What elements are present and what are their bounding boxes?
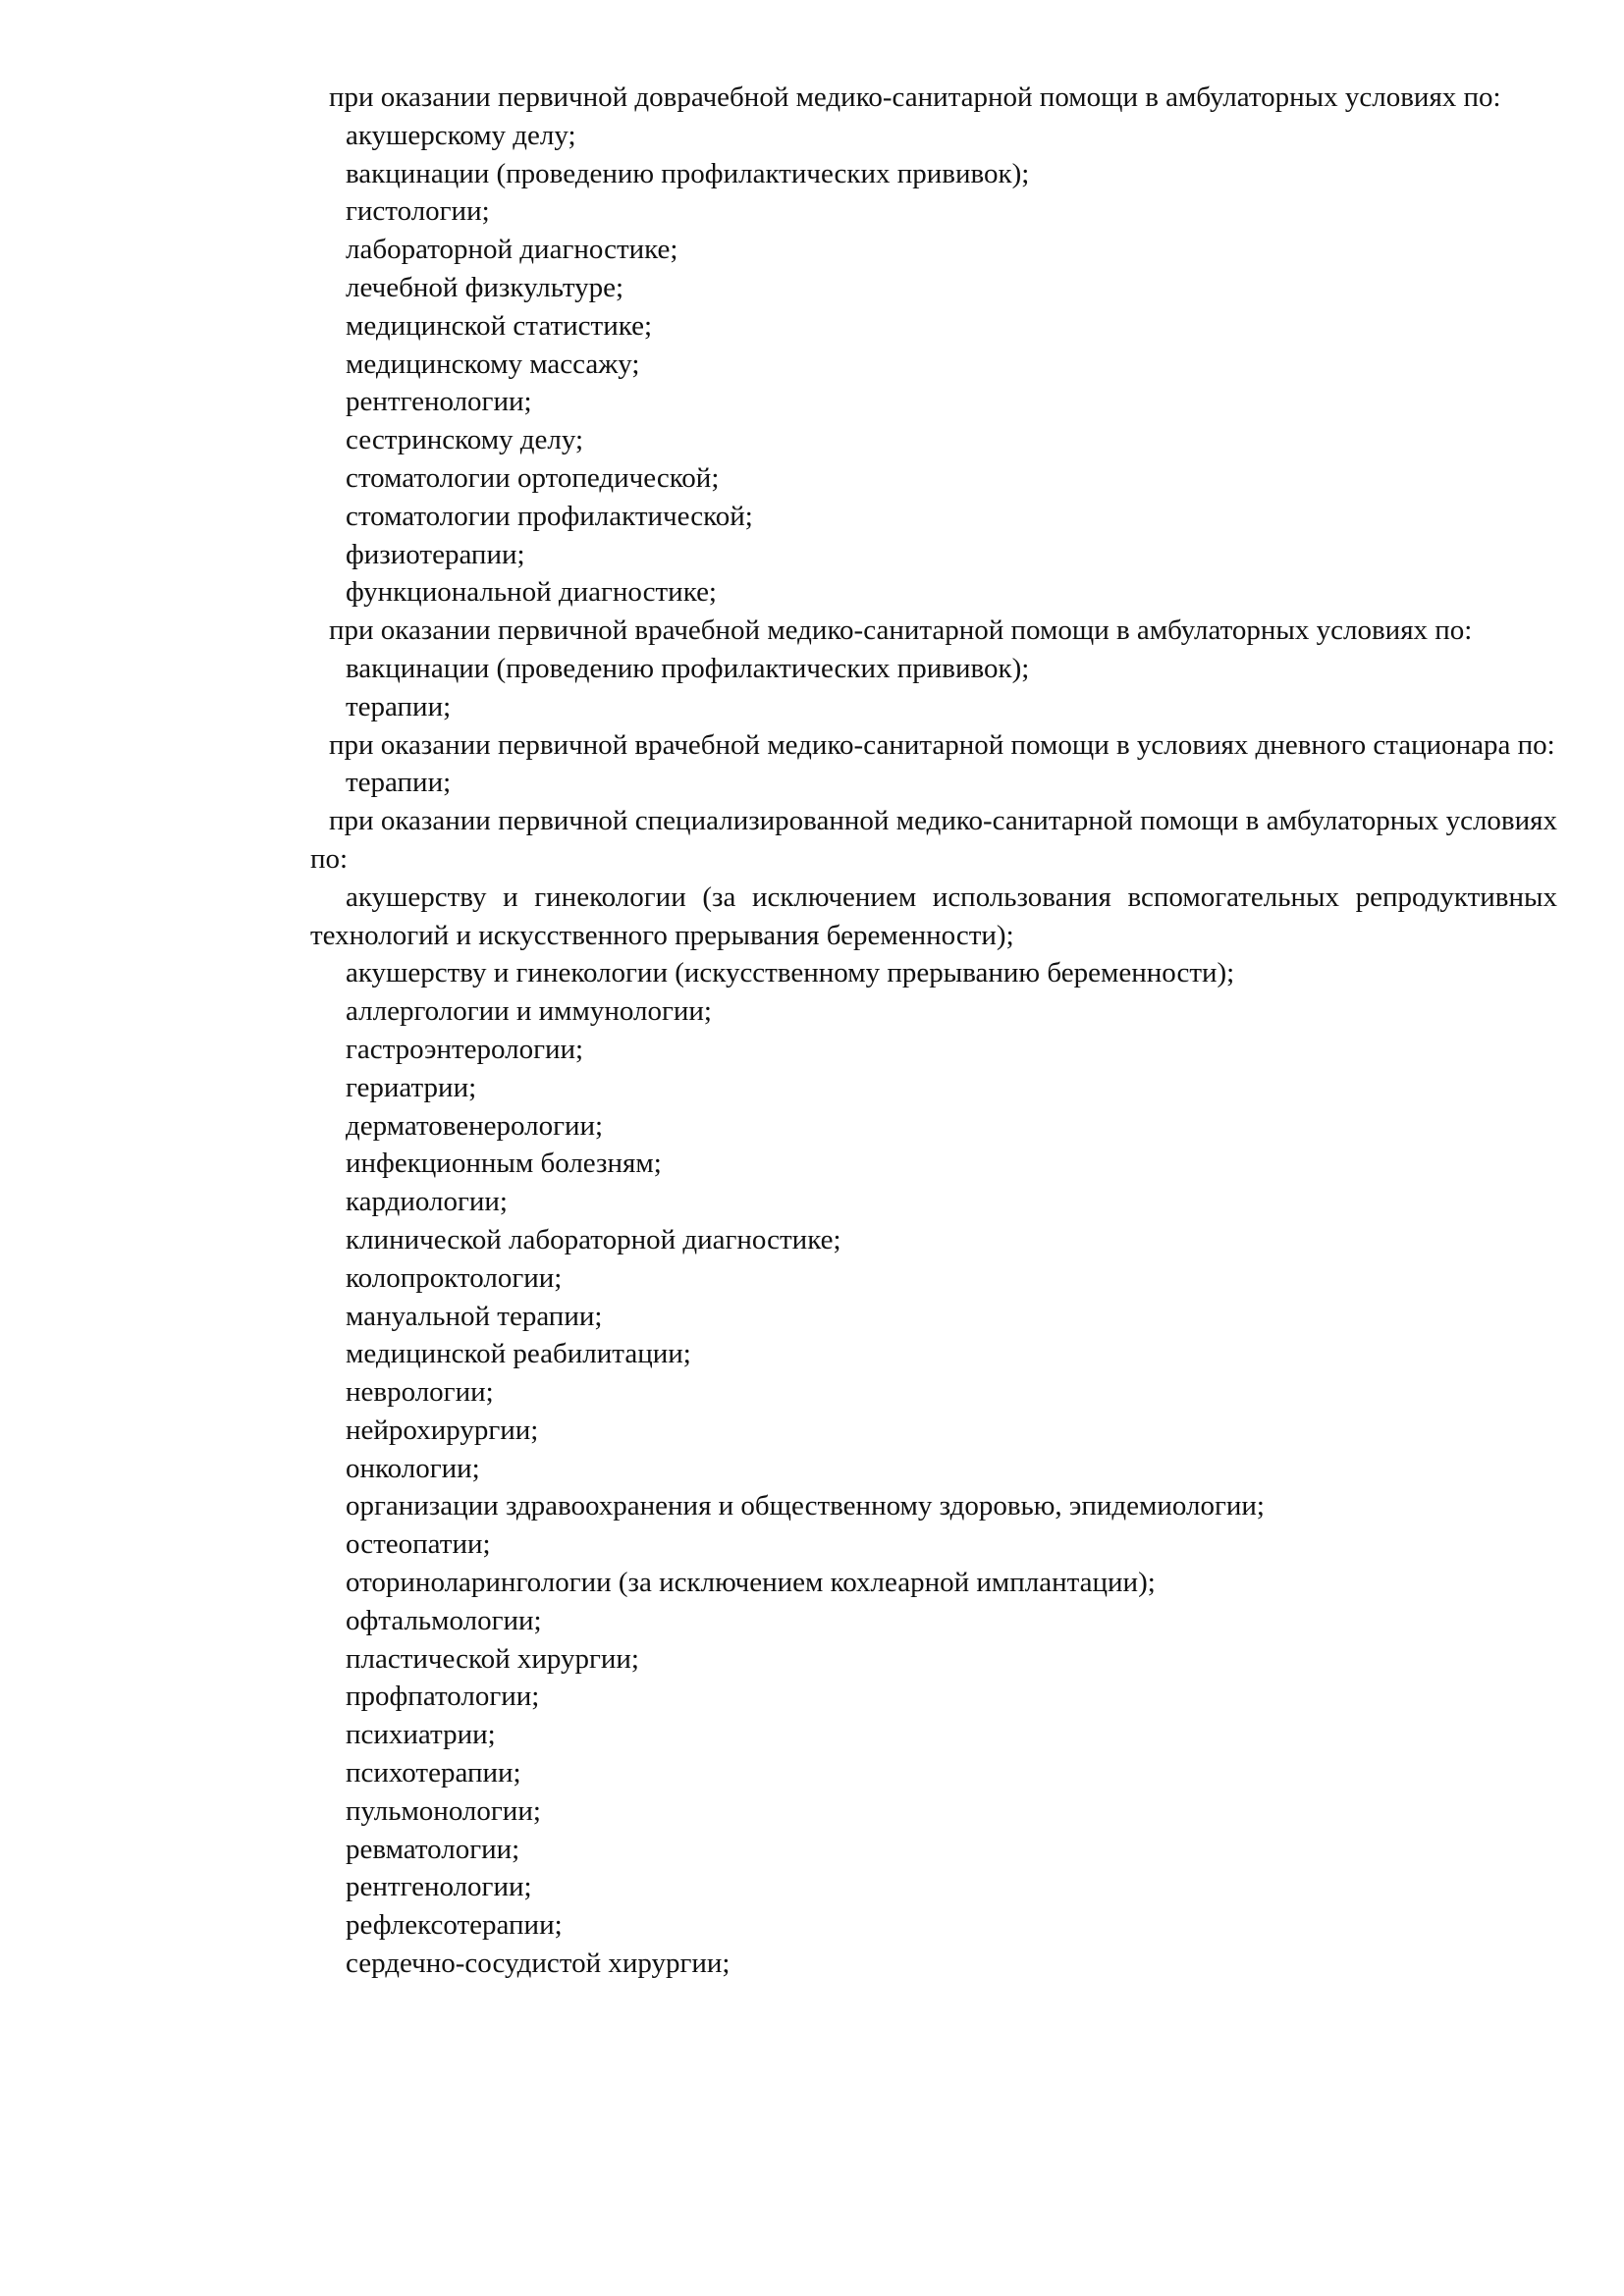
section-heading: при оказании первичной специализированной медико-санитарной помощи в амбулаторных условиях по: <box>310 805 1557 875</box>
list-item: дерматовенерологии; <box>346 1109 604 1142</box>
list-item: стоматологии профилактической; <box>346 500 753 532</box>
section-heading: при оказании первичной врачебной медико-санитарной помощи в амбулаторных условиях по: <box>329 614 1473 647</box>
list-item: рентгенологии; <box>346 1871 532 1903</box>
list-item: стоматологии ортопедической; <box>346 461 720 494</box>
list-item: лечебной физкультуре; <box>346 271 624 303</box>
list-item: пульмонологии; <box>346 1794 541 1827</box>
list-item: ревматологии; <box>346 1833 520 1865</box>
list-item: психотерапии; <box>346 1757 521 1789</box>
list-item: оториноларингологии (за исключением кохлеарной имплантации); <box>346 1567 1156 1599</box>
list-item: профпатологии; <box>346 1681 540 1713</box>
list-item: вакцинации (проведению профилактических прививок); <box>346 652 1030 684</box>
list-item: лабораторной диагностике; <box>346 234 678 266</box>
list-item: рефлексотерапии; <box>346 1909 563 1942</box>
list-item: пластической хирургии; <box>346 1642 639 1675</box>
list-item: гериатрии; <box>346 1071 477 1103</box>
list-item: кардиологии; <box>346 1186 508 1218</box>
list-item: терапии; <box>346 767 452 799</box>
list-item: организации здравоохранения и общественному здоровью, эпидемиологии; <box>346 1490 1265 1522</box>
section-heading: при оказании первичной врачебной медико-санитарной помощи в условиях дневного стационара по: <box>329 728 1555 761</box>
list-item: инфекционным болезням; <box>346 1148 662 1180</box>
document-body <box>310 79 1557 1983</box>
list-item: рентгенологии; <box>346 386 532 418</box>
list-item: гистологии; <box>346 195 490 228</box>
list-item: терапии; <box>346 690 452 722</box>
list-item: акушерскому делу; <box>346 119 576 151</box>
list-item: психиатрии; <box>346 1719 496 1751</box>
list-item: неврологии; <box>346 1376 494 1409</box>
list-item: аллергологии и иммунологии; <box>346 995 712 1028</box>
list-item: акушерству и гинекологии (за исключением использования вспомогательных репродуктивных технологий и искусственного прерывания беременности); <box>310 881 1557 951</box>
list-item: онкологии; <box>346 1452 480 1484</box>
list-item: физиотерапии; <box>346 538 525 570</box>
list-item: вакцинации (проведению профилактических прививок); <box>346 157 1030 189</box>
list-item: медицинскому массажу; <box>346 347 640 380</box>
list-item: сестринскому делу; <box>346 424 584 456</box>
list-item: медицинской реабилитации; <box>346 1338 691 1370</box>
list-item: акушерству и гинекологии (искусственному прерыванию беременности); <box>346 957 1235 989</box>
section-heading: при оказании первичной доврачебной медико-санитарной помощи в амбулаторных условиях по: <box>329 81 1501 113</box>
list-item: функциональной диагностике; <box>346 576 717 609</box>
list-item: колопроктологии; <box>346 1261 563 1294</box>
list-item: нейрохирургии; <box>346 1414 539 1446</box>
list-item: клинической лабораторной диагностике; <box>346 1223 841 1255</box>
list-item: офтальмологии; <box>346 1604 542 1636</box>
list-item: гастроэнтерологии; <box>346 1033 584 1065</box>
list-item: остеопатии; <box>346 1528 491 1561</box>
list-item: медицинской статистике; <box>346 309 653 342</box>
list-item: мануальной терапии; <box>346 1300 603 1332</box>
list-item: сердечно-сосудистой хирургии; <box>346 1948 731 1980</box>
